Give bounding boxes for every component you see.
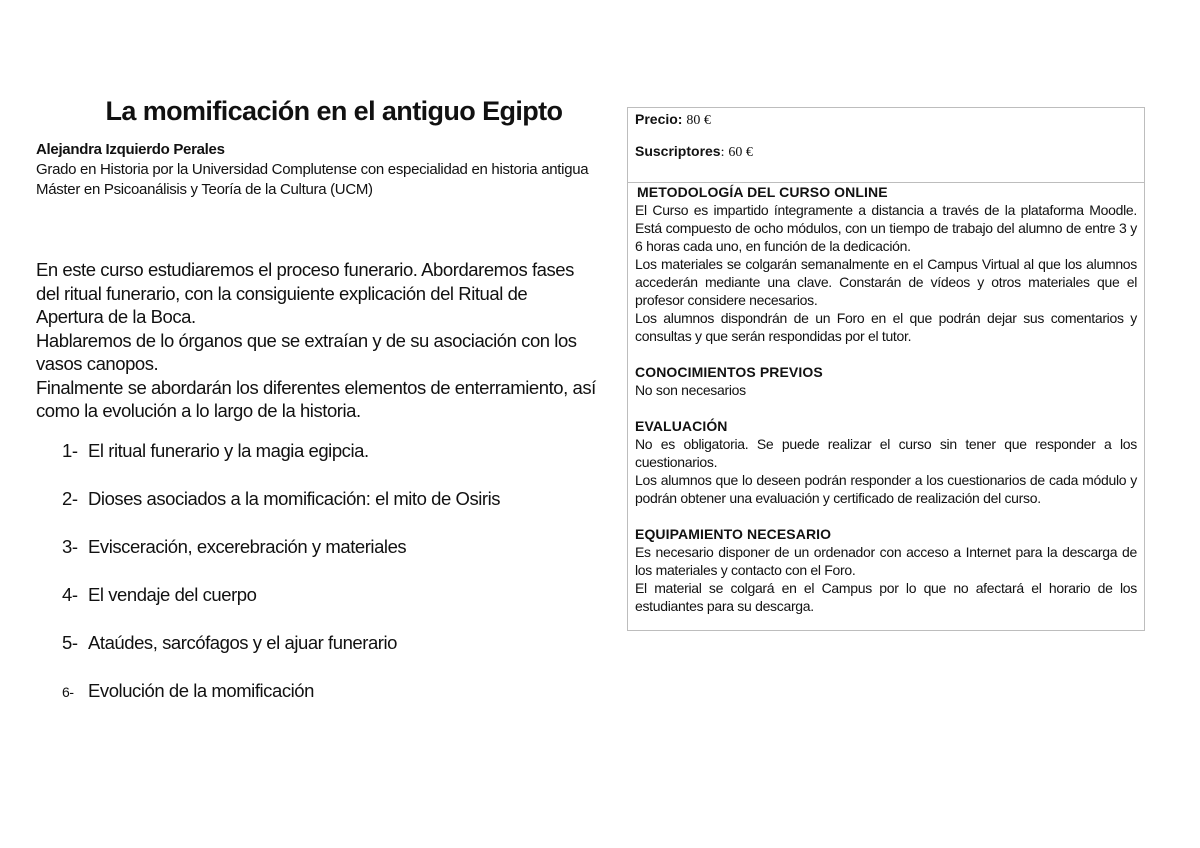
list-item <box>62 536 602 584</box>
section-methodology <box>635 183 1137 345</box>
price-row <box>635 110 1137 142</box>
subscribers-separator: : <box>720 145 725 160</box>
section-evaluation <box>635 417 1137 507</box>
topic-text: Dioses asociados a la momificación: el mito de Osiris <box>88 488 501 509</box>
author-name: Alejandra Izquierdo Perales <box>36 141 225 158</box>
topic-number: 6- <box>62 684 74 700</box>
section-paragraph: Los materiales se colgarán semanalmente en el Campus Virtual al que los alumnos accederán mediante una clave. Constarán de vídeos y otros materiales que el profesor considere necesarios. <box>635 256 1137 308</box>
author-credential: Grado en Historia por la Universidad Complutense con especialidad en historia antigua <box>36 161 589 178</box>
subscribers-label: Suscriptores <box>635 143 721 159</box>
topic-number: 2- <box>62 488 78 509</box>
intro-paragraph: Hablaremos de lo órganos que se extraían y de su asociación con los vasos canopos. <box>36 329 577 374</box>
topic-number: 5- <box>62 632 78 653</box>
section-paragraph: No son necesarios <box>635 382 746 398</box>
course-intro <box>36 258 596 423</box>
topic-text: Ataúdes, sarcófagos y el ajuar funerario <box>88 632 398 653</box>
section-prerequisites <box>635 363 1137 399</box>
section-equipment <box>635 525 1137 615</box>
course-info-box <box>627 107 1145 631</box>
list-item <box>62 680 602 728</box>
section-paragraph: El material se colgará en el Campus por lo que no afectará el horario de los estudiantes para su descarga. <box>635 580 1137 614</box>
page-title: La momificación en el antiguo Egipto <box>105 96 563 127</box>
info-content <box>635 183 1137 633</box>
topic-text: Evisceración, excerebración y materiales <box>88 536 407 557</box>
section-heading: CONOCIMIENTOS PREVIOS <box>635 364 823 380</box>
topic-text: El ritual funerario y la magia egipcia. <box>88 440 369 461</box>
topic-number: 3- <box>62 536 78 557</box>
list-item <box>62 440 602 488</box>
price-value: 80 € <box>686 113 711 128</box>
subscribers-row <box>635 142 1137 174</box>
topic-number: 4- <box>62 584 78 605</box>
topic-text: Evolución de la momificación <box>88 680 314 701</box>
topic-text: El vendaje del cuerpo <box>88 584 257 605</box>
price-label: Precio: <box>635 111 683 127</box>
section-paragraph: Los alumnos dispondrán de un Foro en el que podrán dejar sus comentarios y consultas y que serán respondidas por el tutor. <box>635 310 1137 344</box>
section-paragraph: El Curso es impartido íntegramente a distancia a través de la plataforma Moodle. Está compuesto de ocho módulos, con un tiempo de trabajo del alumno de entre 3 y 6 horas cada uno, en función de la dedicación. <box>635 202 1137 254</box>
author-block <box>36 140 596 200</box>
section-heading: EVALUACIÓN <box>635 418 728 434</box>
author-credential: Máster en Psicoanálisis y Teoría de la Cultura (UCM) <box>36 181 373 198</box>
section-paragraph: No es obligatoria. Se puede realizar el curso sin tener que responder a los cuestionarios. <box>635 436 1137 470</box>
list-item <box>62 632 602 680</box>
section-paragraph: Es necesario disponer de un ordenador con acceso a Internet para la descarga de los materiales y contacto con el Foro. <box>635 544 1137 578</box>
section-heading: METODOLOGÍA DEL CURSO ONLINE <box>637 184 888 200</box>
subscribers-value: 60 € <box>728 145 753 160</box>
section-paragraph: Los alumnos que lo deseen podrán responder a los cuestionarios de cada módulo y podrán obtener una evaluación y certificado de realización del curso. <box>635 472 1137 506</box>
intro-paragraph: En este curso estudiaremos el proceso funerario. Abordaremos fases del ritual funerario, con la consiguiente explicación del Ritual de Apertura de la Boca. <box>36 259 574 327</box>
price-area <box>628 108 1144 183</box>
topic-number: 1- <box>62 440 78 461</box>
section-heading: EQUIPAMIENTO NECESARIO <box>635 526 832 542</box>
list-item <box>62 584 602 632</box>
intro-paragraph: Finalmente se abordarán los diferentes elementos de enterramiento, así como la evolución a lo largo de la historia. <box>36 376 596 421</box>
list-item <box>62 488 602 536</box>
topic-list <box>62 440 602 728</box>
